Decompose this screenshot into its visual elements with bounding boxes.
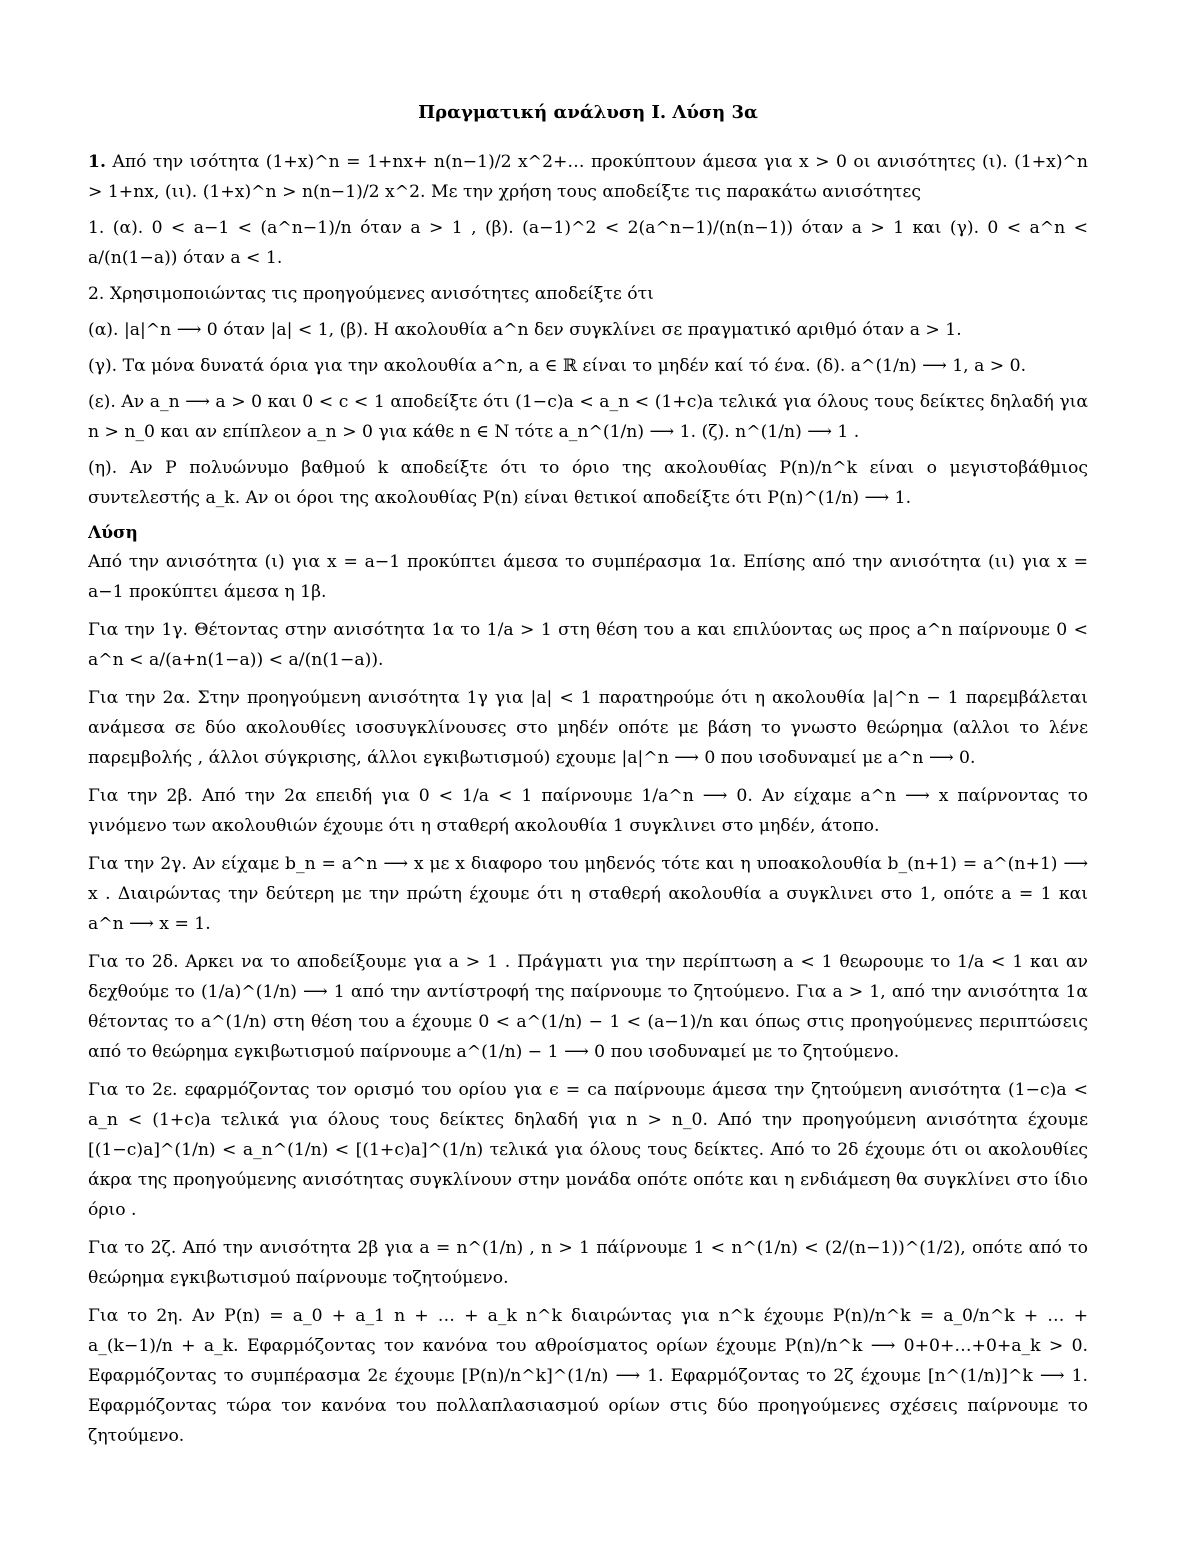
solution-heading: Λύση — [88, 523, 138, 543]
problem-paragraph-3: (α). |a|^n ⟶ 0 όταν |a| < 1, (β). Η ακολουθία a^n δεν συγκλίνει σε πραγματικό αριθμό όταν a > 1. — [88, 320, 962, 340]
solution-paragraph-7: Για το 2ζ. Από την ανισότητα 2β για a = n^(1/n) , n > 1 πάίρνουμε 1 < n^(1/n) < (2/(n−1))^(1/2), οπότε από το θεώρημα εγκιβωτισμού παίρνουμε τοζητούμενο. — [88, 1238, 1088, 1288]
problem-paragraph-1: 1. (α). 0 < a−1 < (a^n−1)/n όταν a > 1 , (β). (a−1)^2 < 2(a^n−1)/(n(n−1)) όταν a > 1 και (γ). 0 < a^n < a/(n(1−a)) όταν a < 1. — [88, 218, 1088, 268]
problem-paragraph-2: 2. Χρησιμοποιώντας τις προηγούμενες ανισότητες αποδείξτε ότι — [88, 284, 654, 304]
problem-paragraph-6: (η). Αν P πολυώνυμο βαθμού k αποδείξτε ότι το όριο της ακολουθίας P(n)/n^k είναι ο μεγιστοβάθμιος συντελεστής a_k. Αν οι όροι της ακολουθίας P(n) είναι θετικοί αποδείξτε ότι P(n)^(1/n) ⟶ 1. — [88, 458, 1088, 508]
problem-intro — [88, 147, 1088, 207]
document-title: Πραγματική ανάλυση Ι. Λύση 3α — [418, 102, 758, 123]
solution-paragraph-1: Για την 1γ. Θέτοντας στην ανισότητα 1α το 1/a > 1 στη θέση του a και επιλύοντας ως προς a^n παίρνουμε 0 < a^n < a/(a+n(1−a)) < a/(n(1−a)). — [88, 620, 1088, 670]
solution-paragraph-2: Για την 2α. Στην προηγούμενη ανισότητα 1γ για |a| < 1 παρατηρούμε ότι η ακολουθία |a|^n − 1 παρεμβάλεται ανάμεσα σε δύο ακολουθίες ισοσυγκλίνουσες στο μηδέν οπότε με βάση το γνωστο θεώρημα (αλλοι το λένε παρεμβολής , άλλοι σύγκρισης, άλλοι εγκιβωτισμού) εχουμε |a|^n ⟶ 0 που ισοδυναμεί με a^n ⟶ 0. — [88, 688, 1088, 768]
solution-paragraph-4: Για την 2γ. Αν είχαμε b_n = a^n ⟶ x με x διαφορο του μηδενός τότε και η υποακολουθία b_(n+1) = a^(n+1) ⟶ x . Διαιρώντας την δεύτερη με την πρώτη έχουμε ότι η σταθερή ακολουθία a συγκλινει στο 1, οπότε a = 1 και a^n ⟶ x = 1. — [88, 854, 1088, 934]
solution-paragraph-8: Για το 2η. Αν P(n) = a_0 + a_1 n + … + a_k n^k διαιρώντας για n^k έχουμε P(n)/n^k = a_0/n^k + … + a_(k−1)/n + a_k. Εφαρμόζοντας τον κανόνα του αθροίσματος ορίων έχουμε P(n)/n^k ⟶ 0+0+…+0+a_k > 0. Εφαρμόζοντας το συμπέρασμα 2ε έχουμε [P(n)/n^k]^(1/n) ⟶ 1. Εφαρμόζοντας το 2ζ έχουμε [n^(1/n)]^k ⟶ 1. Εφαρμόζοντας τώρα τον κανόνα του πολλαπλασιασμού ορίων στις δύο προηγούμενες σχέσεις παίρνουμε το ζητούμενο. — [88, 1306, 1088, 1446]
problem-paragraph-0: Από την ισότητα (1+x)^n = 1+nx+ n(n−1)/2 x^2+… προκύπτουν άμεσα για x > 0 οι ανισότητες (ι). (1+x)^n > 1+nx, (ιι). (1+x)^n > n(n−1)/2 x^2. Με την χρήση τους αποδείξτε τις παρακάτω ανισότητες — [88, 152, 1088, 202]
solution-paragraph-6: Για το 2ε. εφαρμόζοντας τον ορισμό του ορίου για ϵ = ca παίρνουμε άμεσα την ζητούμενη ανισότητα (1−c)a < a_n < (1+c)a τελικά για όλους τους δείκτες δηλαδή για n > n_0. Από την προηγούμενη ανισότητα έχουμε [(1−c)a]^(1/n) < a_n^(1/n) < [(1+c)a]^(1/n) τελικά για όλους τους δείκτες. Από το 2δ έχουμε ότι οι ακολουθίες άκρα της προηγούμενης ανισότητας συγκλίνουν στην μονάδα οπότε οπότε και η ενδιάμεση θα συγκλίνει στο ίδιο όριο . — [88, 1080, 1088, 1220]
problem-paragraph-5: (ε). Αν a_n ⟶ a > 0 και 0 < c < 1 αποδείξτε ότι (1−c)a < a_n < (1+c)a τελικά για όλους τους δείκτες δηλαδή για n > n_0 και αν επίπλεον a_n > 0 για κάθε n ∈ N τότε a_n^(1/n) ⟶ 1. (ζ). n^(1/n) ⟶ 1 . — [88, 392, 1088, 442]
document-page — [88, 98, 1088, 1538]
solution-paragraph-3: Για την 2β. Από την 2α επειδή για 0 < 1/a < 1 παίρνουμε 1/a^n ⟶ 0. Αν είχαμε a^n ⟶ x παίρνοντας το γινόμενο των ακολουθιών έχουμε ότι η σταθερή ακολουθία 1 συγκλινει στο μηδέν, άτοπο. — [88, 786, 1088, 836]
problem-paragraph-4: (γ). Τα μόνα δυνατά όρια για την ακολουθία a^n, a ∈ ℝ είναι το μηδέν καί τό ένα. (δ). a^(1/n) ⟶ 1, a > 0. — [88, 356, 1027, 376]
solution-paragraph-5: Για το 2δ. Αρκει να το αποδείξουμε για a > 1 . Πράγματι για την περίπτωση a < 1 θεωρουμε το 1/a < 1 και αν δεχθούμε το (1/a)^(1/n) ⟶ 1 από την αντίστροφή της παίρνουμε το ζητούμενο. Για a > 1, από την ανισότητα 1α θέτοντας το a^(1/n) στη θέση του a έχουμε 0 < a^(1/n) − 1 < (a−1)/n και όπως στις προηγούμενες περιπτώσεις από το θεώρημα εγκιβωτισμού παίρνουμε a^(1/n) − 1 ⟶ 0 που ισοδυναμεί με το ζητούμενο. — [88, 952, 1088, 1062]
problem-number: 1. — [88, 152, 106, 172]
solution-paragraph-0: Από την ανισότητα (ι) για x = a−1 προκύπτει άμεσα το συμπέρασμα 1α. Επίσης από την ανισότητα (ιι) για x = a−1 προκύπτει άμεσα η 1β. — [88, 552, 1088, 602]
